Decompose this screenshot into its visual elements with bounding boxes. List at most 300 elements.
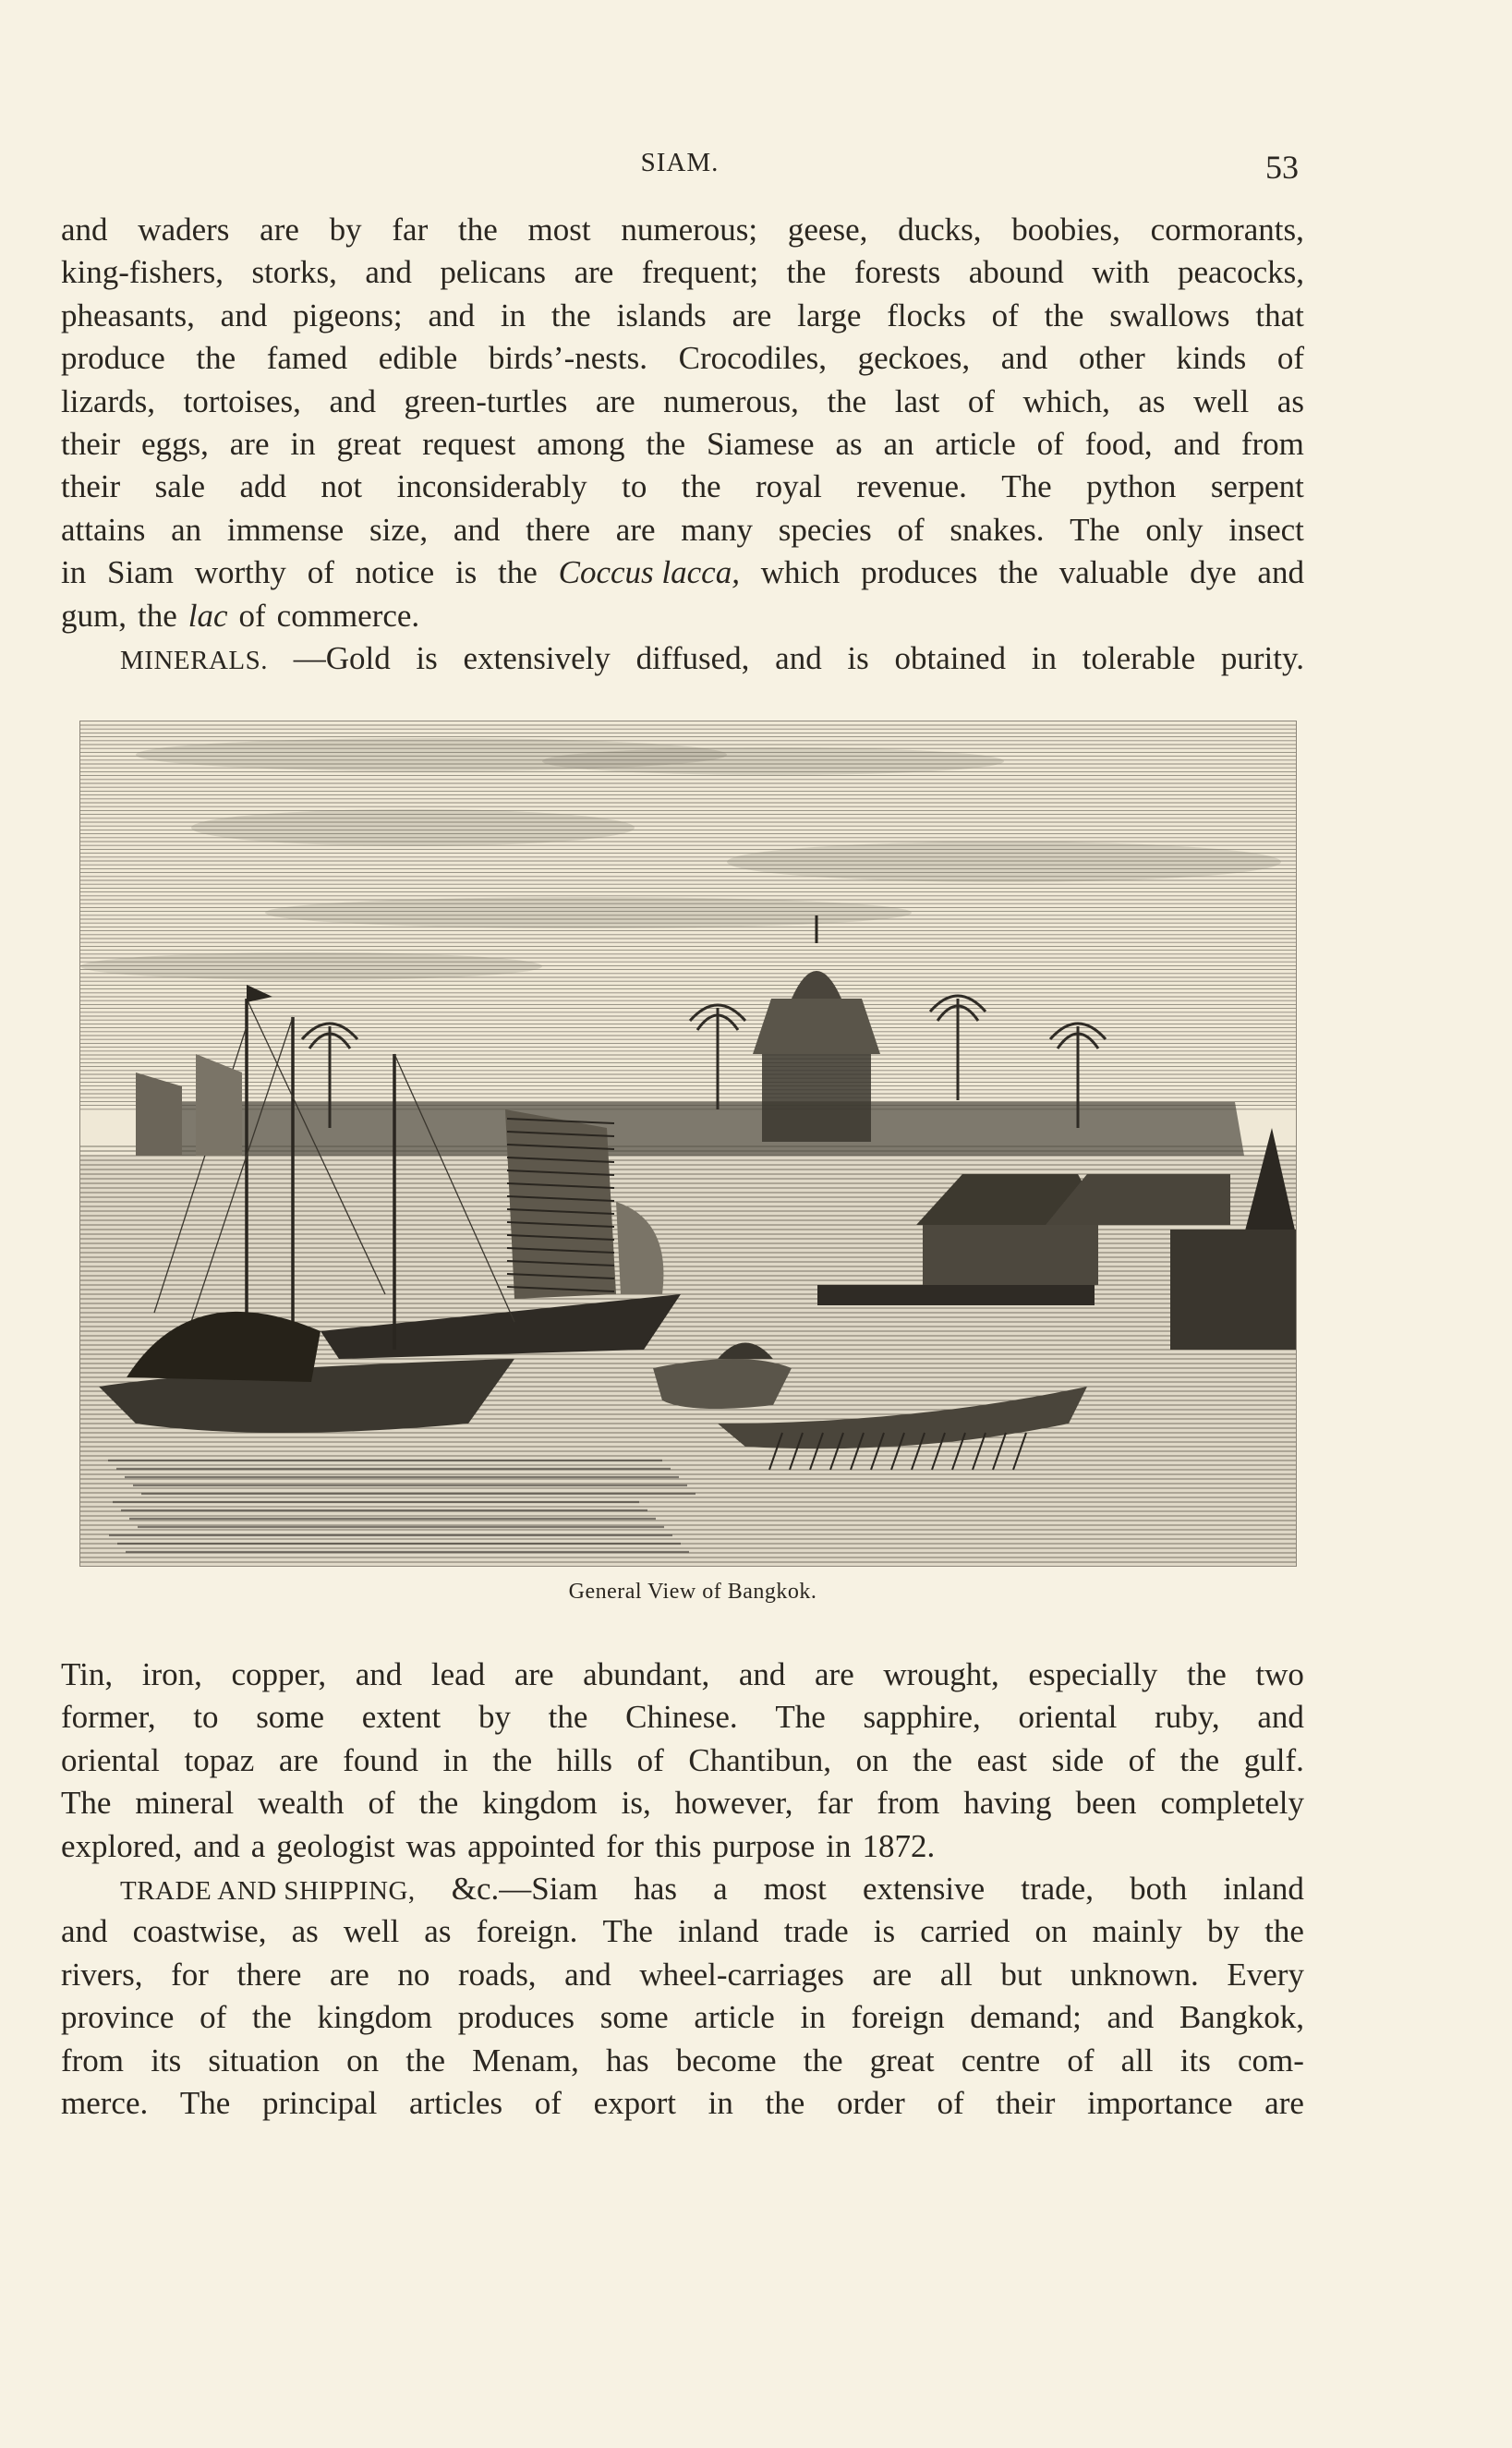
word: and	[365, 254, 412, 291]
word: articles	[409, 2084, 503, 2121]
text-line	[61, 551, 1304, 594]
page-number: 53	[1265, 149, 1299, 186]
word: lizards,	[61, 382, 156, 419]
engraving-general-view-of-bangkok	[79, 721, 1297, 1567]
word: an	[883, 425, 914, 462]
word: inland	[1223, 1870, 1304, 1907]
word: mainly	[1092, 1913, 1182, 1950]
word: and	[355, 1656, 403, 1692]
word: their	[996, 2084, 1056, 2121]
word: The	[602, 1913, 653, 1950]
word: royal	[755, 468, 822, 505]
word: to	[193, 1699, 219, 1736]
word: in	[290, 425, 316, 462]
word: of	[991, 297, 1019, 333]
word: notice	[355, 554, 435, 591]
word: cormorants,	[1150, 212, 1304, 248]
word: having	[963, 1785, 1052, 1822]
word: the	[458, 212, 498, 248]
text-line	[61, 637, 1304, 680]
word: in	[708, 2084, 733, 2121]
word: and	[220, 297, 268, 333]
word: order	[836, 2084, 905, 2121]
word: oriental	[61, 1741, 160, 1778]
word: that	[1255, 297, 1304, 333]
word: —Gold	[293, 639, 391, 676]
word: other	[1078, 340, 1145, 377]
running-head: SIAM.	[640, 148, 720, 177]
word: are	[278, 1741, 319, 1778]
word: Chinese.	[625, 1699, 738, 1736]
word: all	[939, 1956, 973, 1993]
word: python	[1086, 468, 1177, 505]
cloud-shading	[265, 897, 912, 928]
word: of	[307, 554, 334, 591]
word: from	[61, 2042, 125, 2078]
word: and	[1000, 340, 1048, 377]
word: on	[1034, 1913, 1068, 1950]
word: are	[732, 297, 772, 333]
word: principal	[261, 2084, 378, 2121]
word: are	[514, 1656, 554, 1692]
word: ducks,	[898, 212, 982, 248]
word: article	[694, 1999, 775, 2036]
word: explored,	[61, 1827, 183, 1864]
word: size,	[369, 511, 429, 548]
word: gum,	[61, 597, 127, 634]
word: dye	[1190, 554, 1237, 591]
word: the	[550, 297, 591, 333]
word: is	[873, 1913, 896, 1950]
engraving-illustration	[80, 721, 1296, 1566]
word: the	[418, 1785, 459, 1822]
word: produce	[61, 340, 165, 377]
word: two	[1255, 1656, 1304, 1692]
word: their	[61, 425, 121, 462]
junk-sail	[505, 1109, 616, 1299]
word: far	[392, 212, 429, 248]
word: islands	[616, 297, 707, 333]
word: hills	[556, 1741, 613, 1778]
word: merce.	[61, 2084, 149, 2121]
word: TRADE AND SHIPPING,	[120, 1875, 416, 1906]
word: and	[564, 1956, 611, 1993]
word: and	[329, 382, 376, 419]
word: well	[1193, 382, 1250, 419]
word: food,	[1084, 425, 1153, 462]
word: of	[967, 382, 996, 419]
word: of	[238, 597, 266, 634]
word: worthy	[194, 554, 286, 591]
word: frequent;	[641, 254, 759, 291]
word: species	[778, 511, 872, 548]
paragraph-birds-reptiles-minerals	[61, 209, 1304, 680]
word: Siamese	[706, 425, 815, 462]
word: trade	[783, 1913, 849, 1950]
word: not	[321, 468, 363, 505]
word: roads,	[458, 1956, 537, 1993]
word: MINERALS.	[120, 645, 268, 675]
word: importance	[1087, 2084, 1233, 2121]
word: The	[61, 1785, 112, 1822]
word: are	[595, 382, 635, 419]
word: province	[61, 1999, 175, 2036]
word: insect	[1228, 511, 1304, 548]
word: only	[1145, 511, 1204, 548]
word: east	[976, 1741, 1028, 1778]
word: the	[492, 1741, 533, 1778]
word: the	[137, 597, 177, 634]
word: The	[1070, 511, 1120, 548]
word: the	[803, 2042, 843, 2078]
word: tortoises,	[183, 382, 301, 419]
word: large	[797, 297, 862, 333]
word: last	[894, 382, 940, 419]
text-line	[61, 1910, 1304, 1953]
word: produces	[861, 554, 978, 591]
word: the	[765, 2084, 805, 2121]
word: storks,	[251, 254, 337, 291]
word: extent	[361, 1699, 442, 1736]
word: its	[1179, 2042, 1211, 2078]
word: article	[935, 425, 1016, 462]
word: situation	[208, 2042, 320, 2078]
word: of	[368, 1785, 395, 1822]
text-line	[61, 1696, 1304, 1739]
word: is	[454, 554, 478, 591]
word: The	[775, 1699, 826, 1736]
word: geckoes,	[857, 340, 971, 377]
word: extensively	[463, 639, 611, 676]
word: immense	[226, 511, 345, 548]
word: the	[548, 1699, 588, 1736]
word: revenue.	[856, 468, 967, 505]
word: peacocks,	[1177, 254, 1304, 291]
word: coastwise,	[132, 1913, 267, 1950]
word: pigeons;	[293, 297, 403, 333]
word: both	[1130, 1870, 1188, 1907]
word: Menam,	[472, 2042, 579, 2078]
word: in	[500, 297, 526, 333]
cloud-shading	[191, 809, 635, 846]
word: the	[196, 340, 236, 377]
temple-roof	[753, 999, 880, 1054]
word: the	[405, 2042, 446, 2078]
word: among	[537, 425, 625, 462]
word: Tin,	[61, 1656, 114, 1692]
word: of	[636, 1741, 664, 1778]
word: centre	[961, 2042, 1041, 2078]
word: lac	[187, 597, 228, 634]
word: as	[291, 1913, 319, 1950]
word: oriental	[1018, 1699, 1118, 1736]
word: 1872.	[862, 1827, 936, 1864]
word: are	[815, 1656, 854, 1692]
word: of	[1067, 2042, 1095, 2078]
word: former,	[61, 1699, 156, 1736]
word: of	[1276, 340, 1304, 377]
word: and	[1257, 1699, 1304, 1736]
small-rowboat	[653, 1359, 792, 1409]
word: in	[1031, 639, 1057, 676]
text-line	[61, 1782, 1304, 1824]
word: of	[1128, 1741, 1155, 1778]
word: Bangkok,	[1179, 1999, 1304, 2036]
word: are	[260, 212, 299, 248]
word: foreign	[851, 1999, 945, 2036]
distant-sail	[136, 1073, 182, 1156]
word: pelicans	[440, 254, 547, 291]
word: however,	[674, 1785, 793, 1822]
word: &c.—Siam	[451, 1870, 599, 1907]
text-line	[61, 381, 1304, 423]
word: but	[1000, 1956, 1043, 1993]
word: flocks	[887, 297, 966, 333]
word: Crocodiles,	[678, 340, 827, 377]
word: abound	[968, 254, 1064, 291]
word: for	[606, 1827, 644, 1864]
word: no	[397, 1956, 430, 1993]
word: and	[428, 297, 476, 333]
word: the	[1264, 1913, 1304, 1950]
text-line	[61, 1954, 1304, 1996]
word: forests	[853, 254, 941, 291]
word: The	[179, 2084, 231, 2121]
word: on	[346, 2042, 380, 2078]
word: the	[998, 554, 1038, 591]
word: has	[605, 2042, 649, 2078]
word: the	[1179, 1741, 1220, 1778]
word: rivers,	[61, 1956, 143, 1993]
word: appointed	[467, 1827, 596, 1864]
floating-platform	[817, 1285, 1095, 1305]
word: The	[1001, 468, 1052, 505]
word: some	[599, 1999, 669, 2036]
word: attains	[61, 511, 146, 548]
word: most	[763, 1870, 827, 1907]
word: waders	[138, 212, 230, 248]
word: are	[330, 1956, 369, 1993]
word: from	[877, 1785, 940, 1822]
word: commerce.	[276, 597, 420, 634]
text-line	[61, 209, 1304, 251]
distant-tree-line	[154, 1102, 1244, 1156]
word: and	[453, 511, 501, 548]
word: valuable	[1058, 554, 1169, 591]
text-line	[61, 423, 1304, 466]
word: numerous;	[621, 212, 758, 248]
word: great	[336, 425, 402, 462]
word: foreign.	[476, 1913, 578, 1950]
text-line	[61, 251, 1304, 294]
word: lead	[430, 1656, 486, 1692]
word: geologist	[276, 1827, 395, 1864]
text-line	[61, 595, 1304, 637]
text-line	[61, 1825, 1304, 1868]
word: has	[634, 1870, 678, 1907]
word: as	[1276, 382, 1304, 419]
word: the	[786, 254, 827, 291]
word: and	[193, 1827, 240, 1864]
word: sale	[154, 468, 205, 505]
word: in	[442, 1741, 468, 1778]
word: well	[343, 1913, 400, 1950]
word: wealth	[258, 1785, 345, 1822]
word: this	[654, 1827, 702, 1864]
word: pheasants,	[61, 297, 195, 333]
word: wrought,	[883, 1656, 999, 1692]
word: kingdom	[482, 1785, 598, 1822]
word: many	[681, 511, 753, 548]
page-header	[61, 148, 1299, 190]
word: their	[61, 468, 121, 505]
word: trade,	[1021, 1870, 1094, 1907]
word: topaz	[184, 1741, 255, 1778]
word: unknown.	[1070, 1956, 1199, 1993]
word: the	[1186, 1656, 1227, 1692]
house-wall	[923, 1225, 1098, 1285]
text-line	[61, 1654, 1304, 1696]
word: tolerable	[1082, 639, 1196, 676]
word: are	[229, 425, 270, 462]
word: ruby,	[1155, 1699, 1220, 1736]
word: purpose	[712, 1827, 816, 1864]
word: sapphire,	[863, 1699, 981, 1736]
word: the	[913, 1741, 952, 1778]
word: and	[1173, 425, 1220, 462]
word: is,	[621, 1785, 651, 1822]
word: is	[416, 639, 438, 676]
word: of	[937, 2084, 964, 2121]
word: are	[574, 254, 614, 291]
word: there	[526, 511, 591, 548]
word: been	[1075, 1785, 1137, 1822]
word: purity.	[1220, 639, 1304, 676]
word: and	[1257, 554, 1304, 591]
word: of	[897, 511, 925, 548]
word: request	[422, 425, 516, 462]
word: from	[1240, 425, 1304, 462]
text-line	[61, 295, 1304, 337]
word: in	[61, 554, 87, 591]
word: on	[855, 1741, 889, 1778]
word: abundant,	[583, 1656, 710, 1692]
word: export	[593, 2084, 676, 2121]
word: the	[1044, 297, 1084, 333]
word: wheel-carriages	[639, 1956, 844, 1993]
word: eggs,	[141, 425, 209, 462]
word: inconsiderably	[396, 468, 587, 505]
text-line	[61, 2040, 1304, 2082]
temple-base	[762, 1049, 871, 1142]
word: great	[869, 2042, 935, 2078]
word: to	[622, 468, 647, 505]
word: an	[171, 511, 202, 548]
word: become	[675, 2042, 777, 2078]
word: all	[1120, 2042, 1154, 2078]
word: numerous,	[663, 382, 799, 419]
word: king-fishers,	[61, 254, 224, 291]
text-line	[61, 1868, 1304, 1910]
word: side	[1051, 1741, 1105, 1778]
word: a	[250, 1827, 266, 1864]
word: birds’-nests.	[488, 340, 647, 377]
cloud-shading	[542, 747, 1004, 775]
text-line	[61, 1739, 1304, 1782]
word: completely	[1160, 1785, 1304, 1822]
word: and	[775, 639, 822, 676]
word: for	[171, 1956, 209, 1993]
word: far	[816, 1785, 853, 1822]
text-line	[61, 466, 1304, 508]
cloud-shading	[727, 842, 1281, 882]
word: edible	[378, 340, 458, 377]
word: Siam	[107, 554, 174, 591]
word: the	[646, 425, 686, 462]
word: extensive	[862, 1870, 986, 1907]
word: mineral	[135, 1785, 235, 1822]
word: there	[236, 1956, 302, 1993]
word: some	[256, 1699, 325, 1736]
house-wall	[1170, 1230, 1296, 1350]
word: snakes.	[950, 511, 1045, 548]
word: most	[527, 212, 591, 248]
word: of	[534, 2084, 562, 2121]
text-line	[61, 2082, 1304, 2125]
word: gulf.	[1243, 1741, 1304, 1778]
word: Coccus lacca,	[558, 554, 740, 591]
word: a	[713, 1870, 728, 1907]
word: especially	[1028, 1656, 1158, 1692]
word: kingdom	[317, 1999, 432, 2036]
word: and	[61, 212, 108, 248]
word: swallows	[1109, 297, 1230, 333]
word: by	[329, 212, 362, 248]
word: are	[872, 1956, 913, 1993]
word: and	[61, 1913, 108, 1950]
word: geese,	[787, 212, 868, 248]
paragraph-minerals-trade	[61, 1654, 1304, 2125]
word: are	[615, 511, 656, 548]
text-line	[61, 337, 1304, 380]
word: green-turtles	[404, 382, 568, 419]
word: as	[424, 1913, 452, 1950]
word: as	[1138, 382, 1166, 419]
word: in	[800, 1999, 826, 2036]
word: serpent	[1210, 468, 1304, 505]
word: and	[1107, 1999, 1155, 2036]
word: was	[405, 1827, 457, 1864]
word: the	[681, 468, 721, 505]
word: the	[827, 382, 867, 419]
word: com-	[1238, 2042, 1304, 2078]
word: by	[1206, 1913, 1240, 1950]
word: with	[1092, 254, 1150, 291]
word: the	[498, 554, 538, 591]
word: as	[835, 425, 863, 462]
figure-caption: General View of Bangkok.	[568, 1580, 817, 1604]
word: add	[239, 468, 286, 505]
word: of	[1036, 425, 1064, 462]
word: are	[1264, 2084, 1304, 2121]
word: famed	[266, 340, 348, 377]
word: by	[478, 1699, 511, 1736]
word: produces	[457, 1999, 575, 2036]
word: which,	[1022, 382, 1110, 419]
word: in	[826, 1827, 852, 1864]
word: kinds	[1176, 340, 1247, 377]
word: obtained	[894, 639, 1007, 676]
